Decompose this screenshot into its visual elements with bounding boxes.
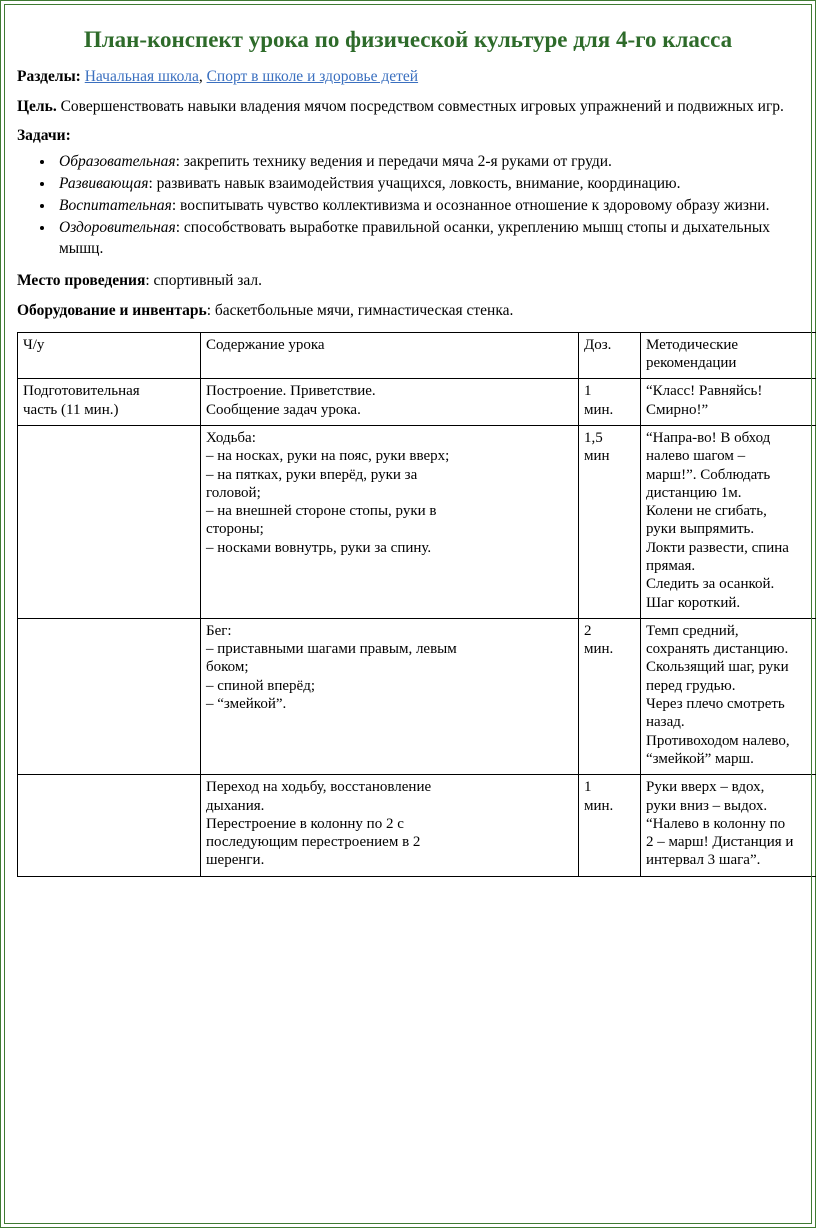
cell-line: – на пятках, руки вперёд, руки за <box>206 466 418 483</box>
cell-line: Перестроение в колонну по 2 с <box>206 815 404 832</box>
cell-line: Ходьба: <box>206 429 256 446</box>
cell-line: “змейкой” марш. <box>646 750 754 767</box>
cell-line: мин. <box>584 401 614 418</box>
list-item <box>55 173 799 194</box>
place-label: Место проведения <box>17 271 146 289</box>
cell-line: боком; <box>206 659 249 676</box>
cell-dose <box>579 379 641 426</box>
cell-line: 1 <box>584 779 592 796</box>
cell-line: 1,5 <box>584 429 603 446</box>
cell-line: Смирно!” <box>646 401 709 418</box>
cell-line: – на носках, руки на пояс, руки вверх; <box>206 448 450 465</box>
cell-line: Бег: <box>206 622 232 639</box>
cell-notes <box>641 775 816 876</box>
goal-text: Совершенствовать навыки владения мячом посредством совместных игровых упражнений и подвижных игр. <box>56 97 784 115</box>
cell-line: марш!”. Соблюдать <box>646 466 771 483</box>
cell-notes <box>641 379 816 426</box>
cell-line: часть (11 мин.) <box>23 401 119 418</box>
table-row <box>18 379 816 426</box>
cell-content <box>201 379 579 426</box>
cell-dose <box>579 425 641 618</box>
cell-line: – на внешней стороне стопы, руки в <box>206 503 437 520</box>
cell-line: “Напра-во! В обход <box>646 429 771 446</box>
header-content: Содержание урока <box>201 332 579 379</box>
tasks-list <box>17 151 799 259</box>
list-item <box>55 217 799 259</box>
cell-notes <box>641 425 816 618</box>
table-header-row <box>18 332 816 379</box>
cell-line: Противоходом налево, <box>646 732 790 749</box>
cell-line: интервал 3 шага”. <box>646 852 761 869</box>
cell-line: шеренги. <box>206 852 265 869</box>
cell-line: Переход на ходьбу, восстановление <box>206 779 432 796</box>
sections-separator: , <box>198 68 207 86</box>
header-notes <box>641 332 816 379</box>
cell-line: – приставными шагами правым, левым <box>206 641 457 658</box>
place-line <box>17 271 799 292</box>
list-item <box>55 195 799 216</box>
cell-line: Сообщение задач урока. <box>206 401 361 418</box>
task-name: Образовательная <box>59 152 176 170</box>
task-text: : воспитывать чувство коллективизма и осознанное отношение к здоровому образу жизни. <box>171 196 770 214</box>
lesson-plan-table <box>17 332 816 877</box>
cell-line: головой; <box>206 484 261 501</box>
cell-line: Скользящий шаг, руки <box>646 659 789 676</box>
cell-part <box>18 425 201 618</box>
cell-part <box>18 618 201 774</box>
cell-line: 2 <box>584 622 592 639</box>
cell-line: Шаг короткий. <box>646 594 741 611</box>
header-notes-line1: Методические <box>646 336 739 353</box>
cell-line: Построение. Приветствие. <box>206 383 376 400</box>
page-title: План-конспект урока по физической культуре для 4-го класса <box>83 27 733 52</box>
cell-notes <box>641 618 816 774</box>
cell-line: 2 – марш! Дистанция и <box>646 834 794 851</box>
cell-content <box>201 775 579 876</box>
cell-line: Руки вверх – вдох, <box>646 779 765 796</box>
cell-line: мин. <box>584 797 614 814</box>
cell-content <box>201 425 579 618</box>
task-text: : развивать навык взаимодействия учащихся, ловкость, внимание, координацию. <box>148 174 681 192</box>
cell-line: Темп средний, <box>646 622 739 639</box>
table-row <box>18 425 816 618</box>
cell-line: Подготовительная <box>23 383 140 400</box>
cell-part <box>18 775 201 876</box>
header-notes-line2: рекомендации <box>646 355 737 372</box>
list-item <box>55 151 799 172</box>
sections-label: Разделы: <box>17 68 81 86</box>
header-part: Ч/у <box>18 332 201 379</box>
task-text: : закрепить технику ведения и передачи мяча 2-я руками от груди. <box>175 152 612 170</box>
header-dose: Доз. <box>579 332 641 379</box>
equipment-text: : баскетбольные мячи, гимнастическая стенка. <box>206 301 514 319</box>
equipment-line <box>17 301 799 322</box>
cell-line: назад. <box>646 714 685 731</box>
place-text: : спортивный зал. <box>145 271 263 289</box>
cell-line: – спиной вперёд; <box>206 677 315 694</box>
cell-line: дыхания. <box>206 797 265 814</box>
cell-line: Через плечо смотреть <box>646 696 785 713</box>
cell-line: Локти развести, спина <box>646 539 789 556</box>
goal-paragraph <box>17 97 799 118</box>
cell-line: 1 <box>584 383 592 400</box>
cell-content <box>201 618 579 774</box>
cell-line: прямая. <box>646 558 696 574</box>
cell-line: “Класс! Равняйсь! <box>646 383 763 400</box>
cell-line: мин <box>584 448 610 465</box>
goal-label: Цель. <box>17 97 57 115</box>
cell-dose <box>579 775 641 876</box>
task-name: Воспитательная <box>59 196 172 214</box>
cell-line: Колени не сгибать, <box>646 503 767 520</box>
cell-line: “Налево в колонну по <box>646 815 786 832</box>
task-text: : способствовать выработке правильной осанки, укреплению мышц стопы и дыхательных мышц. <box>59 218 771 257</box>
table-row <box>18 618 816 774</box>
cell-dose <box>579 618 641 774</box>
cell-line: руки выпрямить. <box>646 521 755 538</box>
cell-line: налево шагом – <box>646 448 746 465</box>
cell-line: Следить за осанкой. <box>646 576 775 593</box>
task-name: Оздоровительная <box>59 218 176 236</box>
cell-line: сохранять дистанцию. <box>646 641 789 658</box>
task-name: Развивающая <box>59 174 149 192</box>
cell-line: дистанцию 1м. <box>646 484 742 501</box>
tasks-heading: Задачи: <box>17 126 71 144</box>
cell-line: – носками вовнутрь, руки за спину. <box>206 539 432 556</box>
cell-line: руки вниз – выдох. <box>646 797 768 814</box>
section-link-primary[interactable]: Начальная школа <box>84 68 199 86</box>
equipment-label: Оборудование и инвентарь <box>17 301 207 319</box>
cell-line: перед грудью. <box>646 677 736 694</box>
sections-line <box>17 67 799 87</box>
cell-line: – “змейкой”. <box>206 696 287 713</box>
section-link-secondary[interactable]: Спорт в школе и здоровье детей <box>206 68 419 86</box>
cell-line: последующим перестроением в 2 <box>206 834 421 851</box>
cell-line: мин. <box>584 641 614 658</box>
cell-part <box>18 379 201 426</box>
cell-line: стороны; <box>206 521 264 538</box>
table-row <box>18 775 816 876</box>
